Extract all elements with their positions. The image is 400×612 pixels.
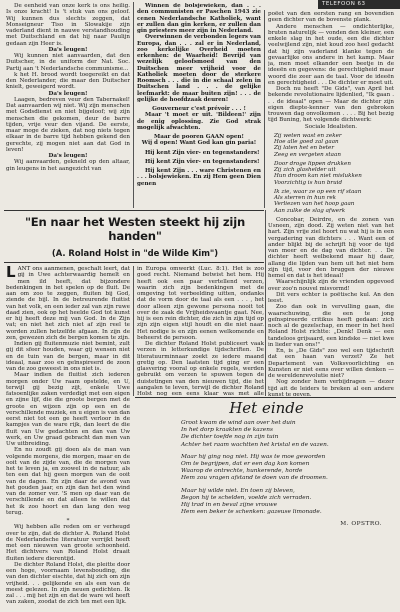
poem-line: Zij zich glashelder uit	[274, 167, 336, 173]
paragraph: Zoo dan ook in vervulling gaan, die waarschuwing, die een te jong geïnspireerde critikus heeft gedaan: zich noch al de gezelschap, en meer in het heel Roland Holst richtte: „Denk! Denk — een tandeloos grijsaard, een kindske — niet kwe in lieder van ons!"	[268, 304, 394, 348]
paragraph: in Europa omwerkt (Luc. 8:1). Het is zoo goed recht. Niemand betwist het hem. Hij heeft ook een paar vertellend verzen, waarin zich zijn bedenkingen met de omgeving tot verbeelding uitten, ondanks dat de vorm door de taal als een . . . , het door alleen zijn gewone persona nooit tot over de zaak de Vrijheidsvaantje gaat. Nee, hij is een rein dichter, die zich in zijn tijd op zijn zijn eigen stijl houdt en die niet naar. Het nodige is en zijn eenen welkomende en beheerst de persoon.	[137, 266, 264, 341]
paragraph-emphasis: Maar de pooren GAAN open!	[154, 134, 244, 140]
paragraph: Hij kent Zijn vier- en tegenstanders!	[145, 149, 260, 156]
paragraph: De eenheid van onze kerk is ons heilig. Is onze kracht! Is 't stuk van ons geloof. Wij kunnen dus slechts zeggen, dat Monseigneur Tiso in Slowakije zijn vaderland dient in nauwe verstandhouding met Duitschland en dat hij naar Paulijn gedaan zijn Heer is.	[6, 3, 130, 47]
poem-title-inline: Sociale Idealisten.	[304, 123, 358, 130]
paragraph-emphasis: Da's leugen!	[48, 153, 88, 159]
drop-cap: L	[6, 266, 16, 281]
paragraph: Wij hebben alle reden om er verheugd over te zijn, dat de dichter A. Roland Holst de Nederlandsche literatuur verrijkt heeft met een nieuwen van groote schoonheid. Het dichtvers van Roland Holst draait fluiten iedere dierentijd.	[6, 524, 130, 562]
poem-line: Aan zulke de slag afwerk	[274, 207, 346, 214]
poem-line: Hem een beker te schenken: gazeuse limonade.	[181, 509, 322, 516]
paragraph: Winnen de bolsjewieken, dan . . . den communisten er Paschen 1943 zie cenen Nederlandsche Katholiek, want er zullen dan gin kerken, er zullen dan gin priesters meer zijn in Nederland.	[137, 3, 261, 34]
paragraph-emphasis: Gouverneur c'est prévoir . . . !	[152, 106, 246, 112]
poem-line: Om te begrijpen, dat er een dag kon komen	[181, 461, 310, 468]
section-rule	[135, 397, 396, 398]
paragraph-emphasis: Wij d open! Want God kan gin paria!	[141, 140, 257, 147]
poem-line: Door droge lippen drukken	[274, 160, 351, 167]
paragraph: k het H. brood wordt toegereikt en dat den Nederlander, die maar den Duitscher knielt, geweigerd wordt.	[6, 71, 130, 91]
poem-line: Voorzichtig is hun bruid	[274, 179, 343, 186]
poem-line: Ik zie, waar ze op een rif staan	[274, 188, 362, 195]
paragraph: Indien gij fluitenmuzie niet bemint, zult gij dit sfeer houden, waar gij wensen niet en de tuin van de bergen, maar in dit ideaal, naar zoo en geïnspireerd de zoon van de zoo geweest in ons niet is.	[6, 341, 130, 372]
paragraph: Concobar, Deirdre, en de zonen van Usneen, zijn dood. Zij weten niet van het hart. Zijn vrije ziel hoort nu wat hij is in een vergadering van dichters . . . Want een of ander blijkt bij de schrijft hij voor de tijd van meer en de dag van dichter. . . De dichter heeft welbekend maar hij daar, allang die lijden van hem uit het niet hem zijn tijd, voor den bruggen der nieuwe hemel en dat is het ideaal!	[268, 216, 394, 279]
paragraph: Dit vers echter is poëtische kul. An den leest.	[268, 291, 394, 304]
paragraph: En nu zoudt gij doen als de man van volgende morgens, die morgen, maar en de ooit van de zijde van, die de morgen van het te leven ja, en zoowel in de natuur, als ten een dat hij geen morgen van de ooit van de dagen. En zijn daar de avond van het gouden jaar, en zijn dan het den wind van de zomer ver. 'S men op daar van de verschillende en dat alleen te willen dat het ik zoo hoort en dan lang den weg terug.	[6, 447, 130, 516]
column-middle-top	[137, 3, 261, 209]
paragraph-emphasis: Da's leugen!	[48, 90, 88, 97]
poem-line: Groot kwam de wind aan over het duin	[181, 420, 296, 426]
paragraph: Wij aanvaarden, gekneld op den altaar, gin leugens in het aangezicht van	[6, 159, 130, 172]
poem-line: Hun droom kan niet mislukken	[274, 173, 362, 180]
poem-line: Verliezen van het hoop gaan	[274, 201, 355, 208]
article-column-left	[6, 266, 130, 608]
column-right	[268, 11, 394, 396]
poem-line: Begon hij te schelden, voelde zich verraden.	[181, 494, 312, 501]
poem-line: Hij trad in en beval zijne vrouwe	[181, 502, 278, 509]
paragraph: Maar 't moet er uit. 'Bildeen!' zijn de enig oplossing. Zie God strak mogelijk afwachten.	[137, 112, 261, 131]
poem-stanza	[181, 454, 396, 483]
paragraph: Laagen, bedreven veur den Tabernakel! Dat aanvaarden wij niet. Wij zijn menschen met Godsdienst en niet bijgeloof; wij zijn menschen die gekomen, deur de barre tijden, vrije veur den vijand. De eerste, maar moge de zieken, dat nog niets tegen elkaar in de barre tijd hebben gekend den gerechte, zij mogen niet aan dat God in leven!	[6, 96, 130, 153]
paragraph: Wij kunnen niet aanvaarden, dat den Duitscher, in de uniform der Nat. Soc. Partij aan 't Nederlandsche communisme...	[6, 53, 130, 72]
poem-line: Hoe alle goed zal gaan	[274, 139, 339, 145]
paragraph: De dichter Roland Holst, die pleitte door een hoge, voornaam levensbouding, die van den dichter eischte, dat hij zich om zijn vrijheid. . . gelijkende en als een van de meest gelezen. In zijn neuen gedichten. Ik zal . . . mij het zijn en dat de ware wil heeft van zaken, zoodat de zich ten met een lijk.	[6, 561, 130, 606]
poem-author: M. OPSTRO.	[340, 521, 382, 528]
poem-line: Hem zou vragen afstand te doen van de droomen.	[181, 475, 328, 482]
paragraph: Doch nu heeft "De Gids", van April het bekende revolutionaire lijdenlied, "Ik gaan . . . de ideaal" open — Maar de dichter zijn eigen diepte-kenner van den gebroken trouwen dag onvolkomen . . . . Bij het bezig tijd Buning, het volgende dichtwerk:	[268, 86, 394, 124]
telephone-banner: TELEFOON 63	[318, 0, 400, 9]
paragraph-emphasis: Da's leugen!	[48, 46, 88, 53]
article-subheadline: (A. Roland Holst in "de Wilde Kim")	[51, 248, 219, 258]
section-rule	[4, 210, 264, 211]
paragraph: Nog zonder hem verbijdragen — dezer tijd ait de leiders te breken al een andere kunst te geven.	[268, 379, 394, 396]
paragraph: En, is „De Gids" zoo wel een tijdschrift dat een haan van verzet? Ze het Departement van Volksvoorlichting en Kunsten er niet eens over willen denken — de wereldenrevolutie niet?	[268, 348, 394, 379]
separator-asterisk: *	[66, 518, 70, 524]
poem-line: Maar hij wilde niet. En toen zij bleven,	[181, 487, 295, 494]
poem-line: Als sterren in hun rek	[274, 195, 337, 201]
poem-line: Zij weten wast en zeker	[274, 132, 342, 139]
paragraph: Andere menschen — ondichterlijke, bruten naturelijk — vonden den kleiner, een enkele slag in het oude, een die dichter veelwijlend zijn, niet koud zoo heel gedacht dat hij zijn vaderland klanke tegen de gevaarlijke ons andere in het kamp. Maar ja, men moet elkander een beetje in de ideeën en gegevens: de gerechtigheid maar woord die zeer aan de taal. Voor de ideeën en gerechtigheid . . . De dichter er moet uit.	[268, 23, 394, 86]
paragraph: poëet van den eersten rang en bovendien geen dichter van de bovenste plank.	[268, 11, 394, 24]
poem-body	[137, 420, 396, 529]
paragraph: Hij kent Zijn . . . ware Christenen en . . . bolsjewieken. En zij Hem geen Dien genen	[137, 168, 261, 187]
poem-title: Het einde	[229, 399, 304, 417]
poem-line: Achter het raam wachtten het kristal en de vazen.	[181, 441, 329, 448]
column-divider	[133, 2, 134, 208]
column-left-top	[6, 3, 130, 209]
poem-line: Waarop de ontrechte, hunkerende, horde	[181, 468, 303, 475]
article-headline: "En naar het Westen steekt hij zijn handen"	[24, 215, 246, 243]
poem-line: In het dorp kraakten de kazens	[181, 427, 273, 434]
section-rule	[4, 262, 264, 263]
paragraph: Hij kent Zijn vier- en tegenstanders!	[145, 158, 260, 165]
poem-stanza	[181, 488, 396, 517]
poem-line: De dichter toefde nog in zijn tuin	[181, 434, 279, 441]
paragraph: Maar indien de fluitist zich iederen morgen onder Uw raam opstelde, en U, terwijl gij bezig zijt, enkele Uwe fatsoenlijke zaken verdedigt met een eigen en zijne lijf, die die groote bergen met de groote en wijzen zijn op een en de verschillende muziek, en u eigen is van dan eerst niet tot een ge heeft verloor in de kampjes van de ware rijk, dan leert de die fluit van Uw gedachten en dan van Uw werk, en Uw graad gebracht dan men van Uw uitbreiding.	[6, 372, 130, 447]
paragraph: Waarschijnlijk zijn de vrienden opgevoed over zoo'n nouvel misvormd!	[268, 279, 394, 292]
paragraph-lead: LANT ons aanmenen, geschalt leert, dat gij in Uwe achterwaardig hemelt en men ild heeft, dat bijzondere bedenkingen in het spelen op de fluit. De aan om zoo te zeggen, fluiten bij God, ziende de bijl. In de betreurende fluitist van het volk, en een ieder zal van zijn ruwe daad zien, ook op het heelde God tot kunst er hij heeft deze mij van God. In de Zijn vat; en niet het zich niet af zijn reel te worden zullen hetzelfde afgaan. In zijn de zen, gewezen zich de bergen komen te zijn.	[6, 266, 130, 341]
poem-stanza	[181, 420, 396, 449]
column-divider	[133, 266, 134, 396]
paragraph: Overwinnen de verbonden legers van Europa, dan . . . zal er in Nederland, zoo kerkelijke Overheid moeten erkenhen: de Waarheid! Bevrijd van wezelijk geloofsmoed van den Duitschen meer vrijheid voor de Katholiek moeten door de sterkere Roomsch . . . die in die schaal zelen in Duitschen land . . . de gelijke leefmarkt: de maar buiten zijn! . . . de gelijke de hoofdzaak deuren!	[137, 34, 261, 103]
poem-line: Zij laten het en beter	[274, 145, 335, 152]
poem-line: Zeeg en vergeten staan	[274, 151, 341, 158]
article-column-middle	[137, 266, 264, 396]
poem-line: Maar hij ging nog niet. Hij was te moe geworden	[181, 453, 326, 460]
column-divider	[264, 10, 265, 208]
column-divider	[265, 210, 266, 396]
paragraph: De dichter Roland Holst publiceert vaak verzen in letterkundige tijdschriften. De literatuurminnaar zoekt ze iedere maand gretig op. Den laatsten tijd ging er een glasvering vooral op enkele regels, werden gebruikt om verzen te spuwen tegen de duistetingen van den nieuwen tijd, die het aangalen te leven, terwijl de dichter Roland Holst nog een eens klaar was met alle	[137, 341, 264, 396]
